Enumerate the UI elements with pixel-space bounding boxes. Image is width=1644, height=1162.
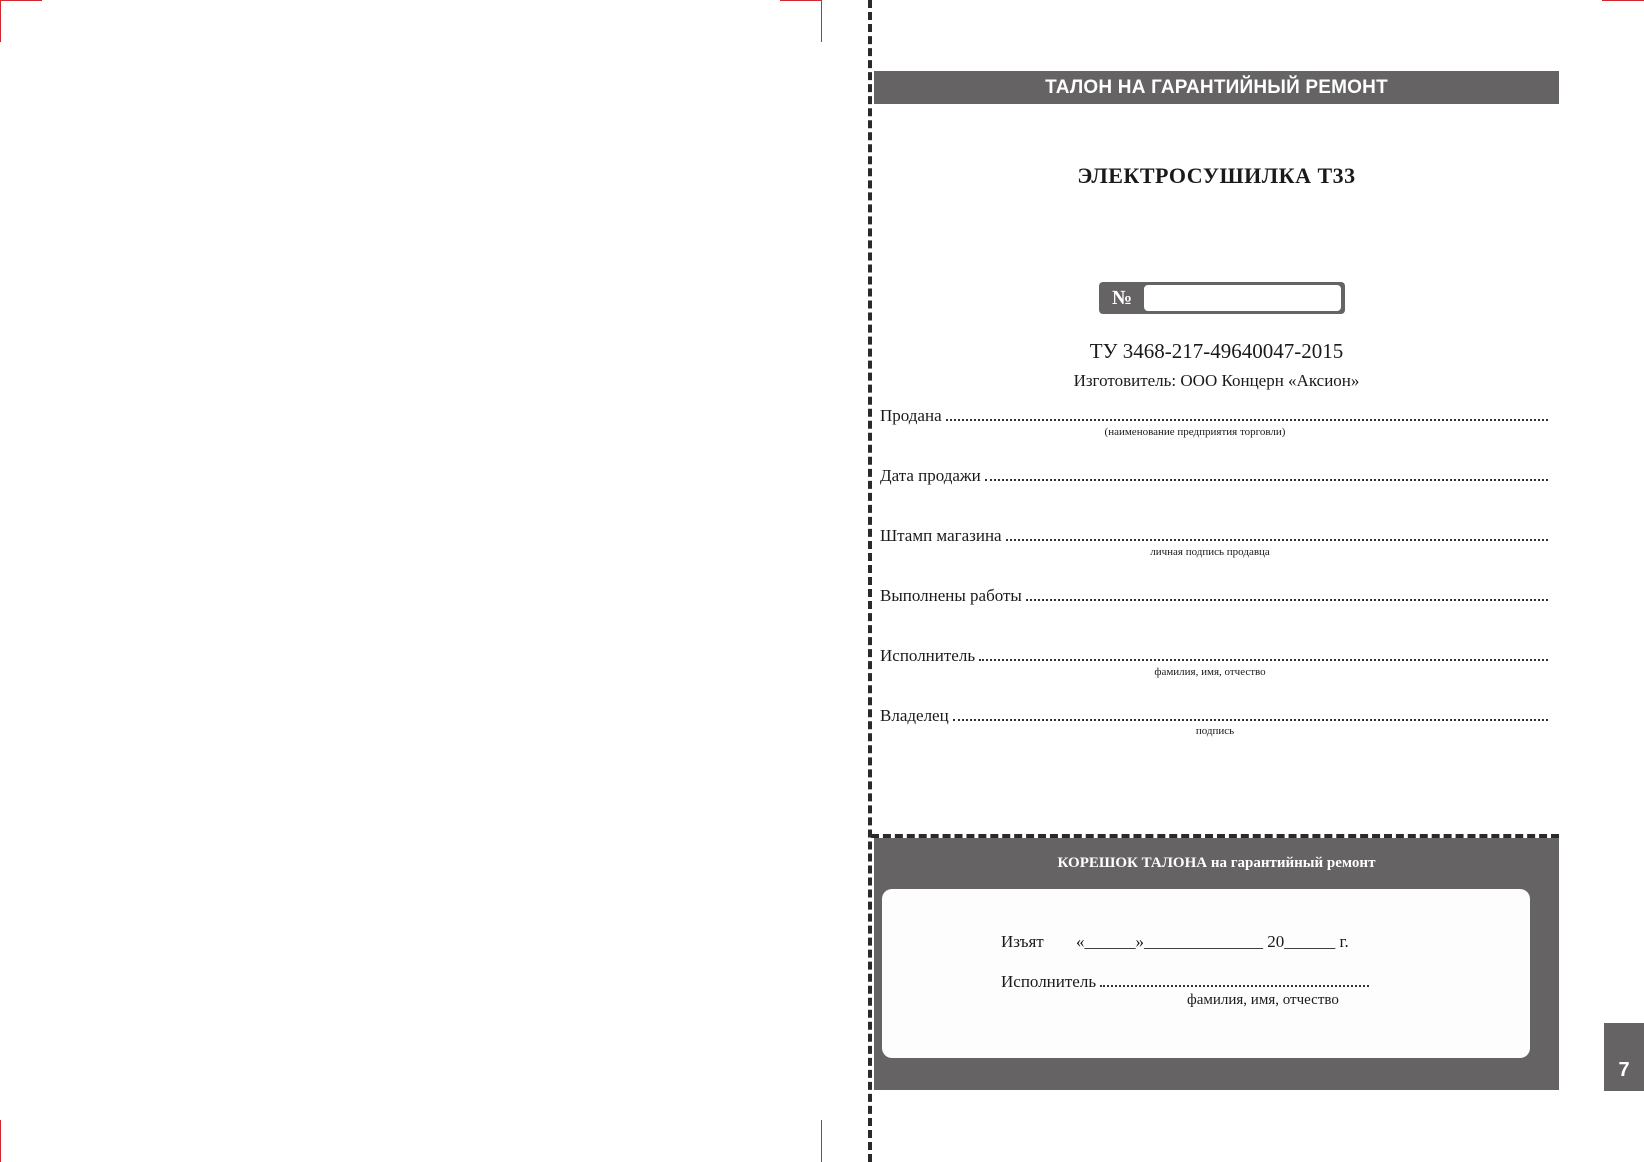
field-executor[interactable] xyxy=(880,644,1548,666)
dotted-line xyxy=(953,719,1548,721)
field-label: Исполнитель xyxy=(880,646,976,665)
manufacturer: Изготовитель: ООО Концерн «Аксион» xyxy=(1073,371,1360,390)
field-hint: фамилия, имя, отчество xyxy=(1154,666,1266,678)
warranty-header: ТАЛОН НА ГАРАНТИЙНЫЙ РЕМОНТ xyxy=(874,71,1559,104)
field-label: Владелец xyxy=(880,706,949,725)
cut-line-vertical xyxy=(868,0,872,1162)
crop-mark xyxy=(0,1120,1,1162)
crop-mark xyxy=(1602,0,1644,1)
field-store-stamp[interactable] xyxy=(880,524,1548,546)
dotted-line xyxy=(1100,985,1369,987)
crop-mark xyxy=(780,0,822,1)
tu-code: ТУ 3468-217-49640047-2015 xyxy=(1089,339,1344,363)
field-hint: (наименование предприятия торговли) xyxy=(1104,426,1286,438)
dotted-line xyxy=(1006,539,1548,541)
stub-taken-label: Изъят xyxy=(1001,932,1044,951)
crop-mark xyxy=(0,0,42,1)
stub-taken-date[interactable]: «______»______________ 20______ г. xyxy=(1076,932,1349,951)
field-label: Дата продажи xyxy=(880,466,981,485)
dotted-line xyxy=(1026,599,1548,601)
stub-title: КОРЕШОК ТАЛОНА на гарантийный ремонт xyxy=(1057,855,1376,871)
field-label: Исполнитель xyxy=(1001,972,1097,991)
field-label: Выполнены работы xyxy=(880,586,1022,605)
field-sold[interactable] xyxy=(880,404,1548,426)
dotted-line xyxy=(979,659,1548,661)
field-work-done[interactable] xyxy=(880,584,1548,606)
page-number: 7 xyxy=(1604,1023,1644,1091)
field-label: Штамп магазина xyxy=(880,526,1002,545)
field-label: Продана xyxy=(880,406,942,425)
crop-mark xyxy=(0,0,1,42)
crop-mark xyxy=(821,1120,822,1162)
stub-executor-hint: фамилия, имя, отчество xyxy=(1187,992,1339,1008)
number-field[interactable] xyxy=(1144,285,1341,311)
field-sale-date[interactable] xyxy=(880,464,1548,486)
field-owner[interactable] xyxy=(880,704,1548,726)
number-label: № xyxy=(1111,286,1133,309)
dotted-line xyxy=(985,479,1548,481)
crop-mark xyxy=(821,0,822,42)
field-hint: подпись xyxy=(1195,725,1235,737)
stub-executor-field[interactable] xyxy=(1001,970,1369,992)
dotted-line xyxy=(946,419,1548,421)
product-title: ЭЛЕКТРОСУШИЛКА Т33 xyxy=(1077,163,1356,188)
field-hint: личная подпись продавца xyxy=(1150,546,1270,558)
